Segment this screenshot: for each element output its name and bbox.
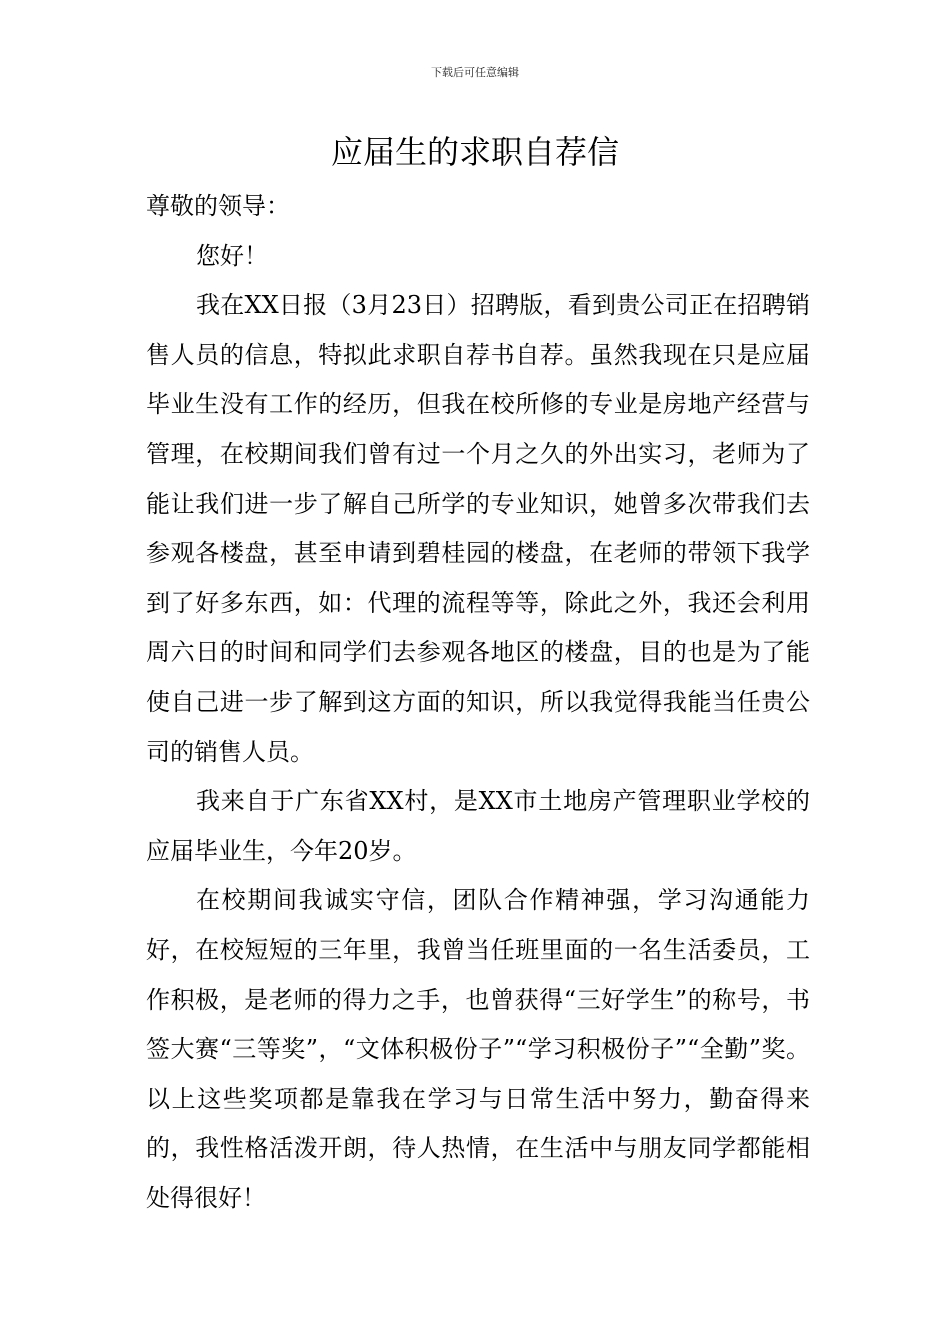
letter-body xyxy=(146,182,810,1223)
header-note: 下载后可任意编辑 xyxy=(431,66,519,79)
document-title: 应届生的求职自荐信 xyxy=(330,133,619,171)
paragraph-achievements: 在校期间我诚实守信，团队合作精神强，学习沟通能力好，在校短短的三年里，我曾当任班里面的一名生活委员，工作积极，是老师的得力之手，也曾获得“三好学生”的称号，书签大赛“三等奖”，“文体积极份子”“学习积极份子”“全勤”奖。以上这些奖项都是靠我在学习与日常生活中努力，勤奋得来的，我性格活泼开朗，待人热情，在生活中与朋友同学都能相处得很好！ xyxy=(146,886,810,1212)
greeting: 您好！ xyxy=(196,241,268,270)
paragraph-background: 我来自于广东省XX村，是XX市土地房产管理职业学校的应届毕业生，今年20岁。 xyxy=(146,787,810,865)
salutation: 尊敬的领导： xyxy=(146,192,290,220)
paragraph-application: 我在XX日报（3月23日）招聘版，看到贵公司正在招聘销售人员的信息，特拟此求职自荐书自荐。虽然我现在只是应届毕业生没有工作的经历，但我在校所修的专业是房地产经营与管理，在校期间我们曾有过一个月之久的外出实习，老师为了能让我们进一步了解自己所学的专业知识，她曾多次带我们去参观各楼盘，甚至申请到碧桂园的楼盘，在老师的带领下我学到了好多东西，如：代理的流程等等，除此之外，我还会利用周六日的时间和同学们去参观各地区的楼盘，目的也是为了能使自己进一步了解到这方面的知识，所以我觉得我能当任贵公司的销售人员。 xyxy=(146,291,810,766)
